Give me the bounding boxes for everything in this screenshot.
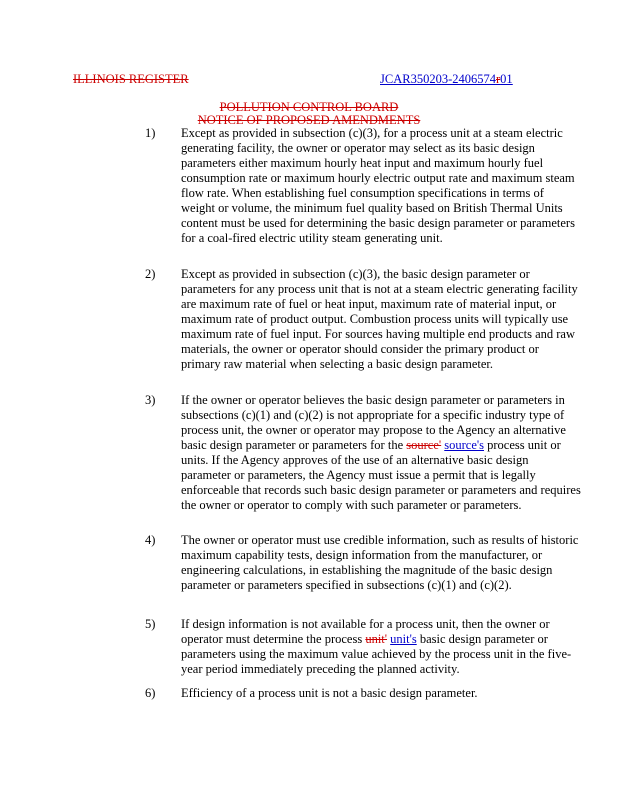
item-number: 1) bbox=[145, 126, 156, 140]
jcar-code-suffix: 01 bbox=[500, 72, 513, 86]
item-text-part: If design information is not available for a process unit, then the owner or operator must determine the process bbox=[181, 617, 550, 646]
item-text: Efficiency of a process unit is not a basic design parameter. bbox=[181, 686, 478, 700]
jcar-code-deleted: r bbox=[495, 72, 501, 86]
item-text: Except as provided in subsection (c)(3), the basic design parameter or parameters for any process unit that is not at a steam electric generating facility are maximum rate of fuel or heat input, maximum rate of material input, or maximum rate of product output. Combustion process units will typically use maximum rate of fuel input. For sources having multiple end products and raw materials, the owner or operator should consider the primary product or primary raw material when selecting a basic design parameter. bbox=[181, 267, 578, 371]
item-number: 4) bbox=[145, 533, 156, 547]
agency-title: POLLUTION CONTROL BOARD bbox=[219, 100, 399, 114]
item-number: 2) bbox=[145, 267, 156, 281]
item-text: The owner or operator must use credible information, such as results of historic maximum capability tests, design information from the manufacturer, or engineering calculations, in establishing the magnitude of the basic design parameter or parameters specified in subsections (c)(1) and (c)(2). bbox=[181, 533, 579, 592]
jcar-code bbox=[380, 72, 513, 87]
item-number: 3) bbox=[145, 393, 156, 407]
item-text-part: basic design parameter or parameters using the maximum value achieved by the process unit in the five-year period immediately preceding the planned activity. bbox=[181, 632, 572, 676]
inserted-text: unit's bbox=[390, 632, 417, 646]
register-header: ILLINOIS REGISTER bbox=[73, 72, 189, 86]
deleted-text: unit' bbox=[365, 632, 388, 646]
item-text-part: If the owner or operator believes the basic design parameter or parameters in subsections (c)(1) and (c)(2) is not appropriate for a specific industry type of process unit, the owner or operator may propose to the Agency an alternative basic design parameter or parameters for the bbox=[181, 393, 566, 452]
item-text: Except as provided in subsection (c)(3), for a process unit at a steam electric generating facility, the owner or operator may select as its basic design parameters either maximum hourly heat input and maximum hourly fuel consumption rate or maximum hourly electric output rate and maximum steam flow rate. When establishing fuel consumption specifications in terms of weight or volume, the minimum fuel quality based on British Thermal Units content must be used for determining the basic design parameter or parameters for a coal-fired electric utility steam generating unit. bbox=[181, 126, 575, 245]
item-number: 5) bbox=[145, 617, 156, 631]
notice-title: NOTICE OF PROPOSED AMENDMENTS bbox=[197, 113, 421, 127]
item-text bbox=[181, 617, 581, 677]
item-text bbox=[181, 393, 581, 513]
deleted-text: source' bbox=[406, 438, 442, 452]
item-text-part: process unit or units. If the Agency approves of the use of an alternative basic design parameter or parameters, the Agency must issue a permit that is legally enforceable that records such basic design parameter or parameters and requires the owner or operator to comply with such parameter or parameters. bbox=[181, 438, 581, 512]
jcar-code-prefix: JCAR350203-2406574 bbox=[380, 72, 496, 86]
item-number: 6) bbox=[145, 686, 156, 700]
inserted-text: source's bbox=[444, 438, 485, 452]
